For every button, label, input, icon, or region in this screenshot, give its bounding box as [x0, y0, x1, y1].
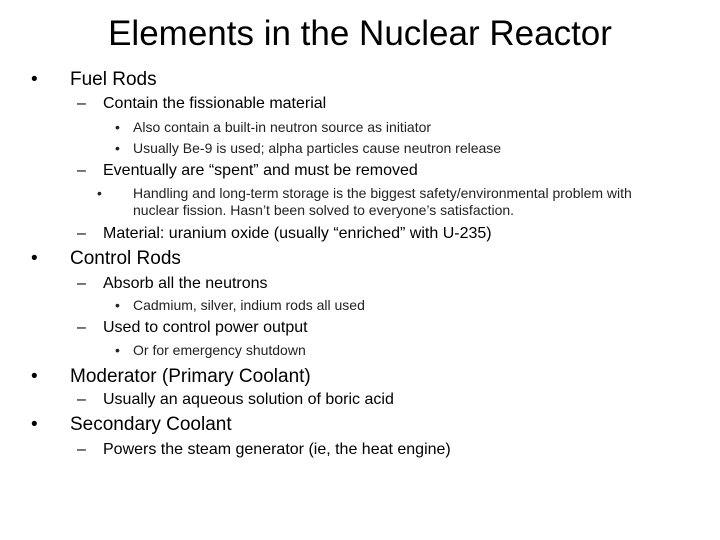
detail-text: Also contain a built-in neutron source as initiator — [133, 119, 432, 135]
bullet-marker: • — [115, 342, 120, 358]
dash-marker: – — [77, 225, 86, 242]
bullet-marker: • — [31, 69, 38, 90]
detail-be9 — [115, 140, 501, 157]
dash-marker: – — [77, 319, 86, 336]
dash-marker: – — [77, 275, 86, 292]
bullet-marker: • — [31, 248, 38, 269]
bullet-text: Fuel Rods — [70, 69, 157, 90]
subbullet-material — [77, 225, 492, 243]
bullet-marker: • — [31, 414, 38, 435]
subbullet-spent — [77, 162, 418, 180]
subbullet-boric-acid — [77, 391, 394, 409]
detail-text: Cadmium, silver, indium rods all used — [133, 297, 365, 313]
subbullet-text: Eventually are “spent” and must be removed — [103, 162, 418, 179]
bullet-secondary-coolant — [31, 414, 232, 436]
subbullet-steam-generator — [77, 441, 451, 459]
bullet-text: Secondary Coolant — [70, 414, 232, 435]
dash-marker: – — [77, 441, 86, 458]
bullet-text: Control Rods — [70, 248, 181, 269]
subbullet-absorb — [77, 275, 268, 293]
detail-text: Handling and long-term storage is the biggest safety/environmental problem with nuclear fission. Hasn’t been solved to everyone’s satisfaction. — [133, 185, 632, 218]
subbullet-power-output — [77, 319, 308, 337]
detail-text: Usually Be-9 is used; alpha particles cause neutron release — [133, 140, 502, 156]
subbullet-text: Powers the steam generator (ie, the heat engine) — [103, 441, 451, 458]
subbullet-fissionable — [77, 95, 326, 113]
detail-emergency — [115, 342, 306, 359]
subbullet-text: Usually an aqueous solution of boric acid — [103, 391, 394, 408]
detail-storage — [97, 185, 673, 219]
subbullet-text: Absorb all the neutrons — [103, 275, 268, 292]
detail-cadmium — [115, 297, 365, 314]
bullet-marker: • — [31, 366, 38, 387]
bullet-marker: • — [115, 297, 120, 313]
slide-title: Elements in the Nuclear Reactor — [108, 14, 612, 53]
bullet-control-rods — [31, 248, 181, 270]
bullet-marker: • — [115, 140, 120, 156]
bullet-fuel-rods — [31, 69, 157, 91]
bullet-moderator — [31, 366, 311, 388]
subbullet-text: Contain the fissionable material — [103, 95, 327, 112]
detail-neutron-source — [115, 119, 431, 136]
bullet-marker: • — [115, 119, 120, 135]
subbullet-text: Material: uranium oxide (usually “enriched” with U-235) — [103, 225, 492, 242]
bullet-text: Moderator (Primary Coolant) — [70, 366, 311, 387]
dash-marker: – — [77, 95, 86, 112]
dash-marker: – — [77, 391, 86, 408]
dash-marker: – — [77, 162, 86, 179]
subbullet-text: Used to control power output — [103, 319, 308, 336]
detail-text: Or for emergency shutdown — [133, 342, 306, 358]
bullet-marker: • — [97, 185, 102, 201]
